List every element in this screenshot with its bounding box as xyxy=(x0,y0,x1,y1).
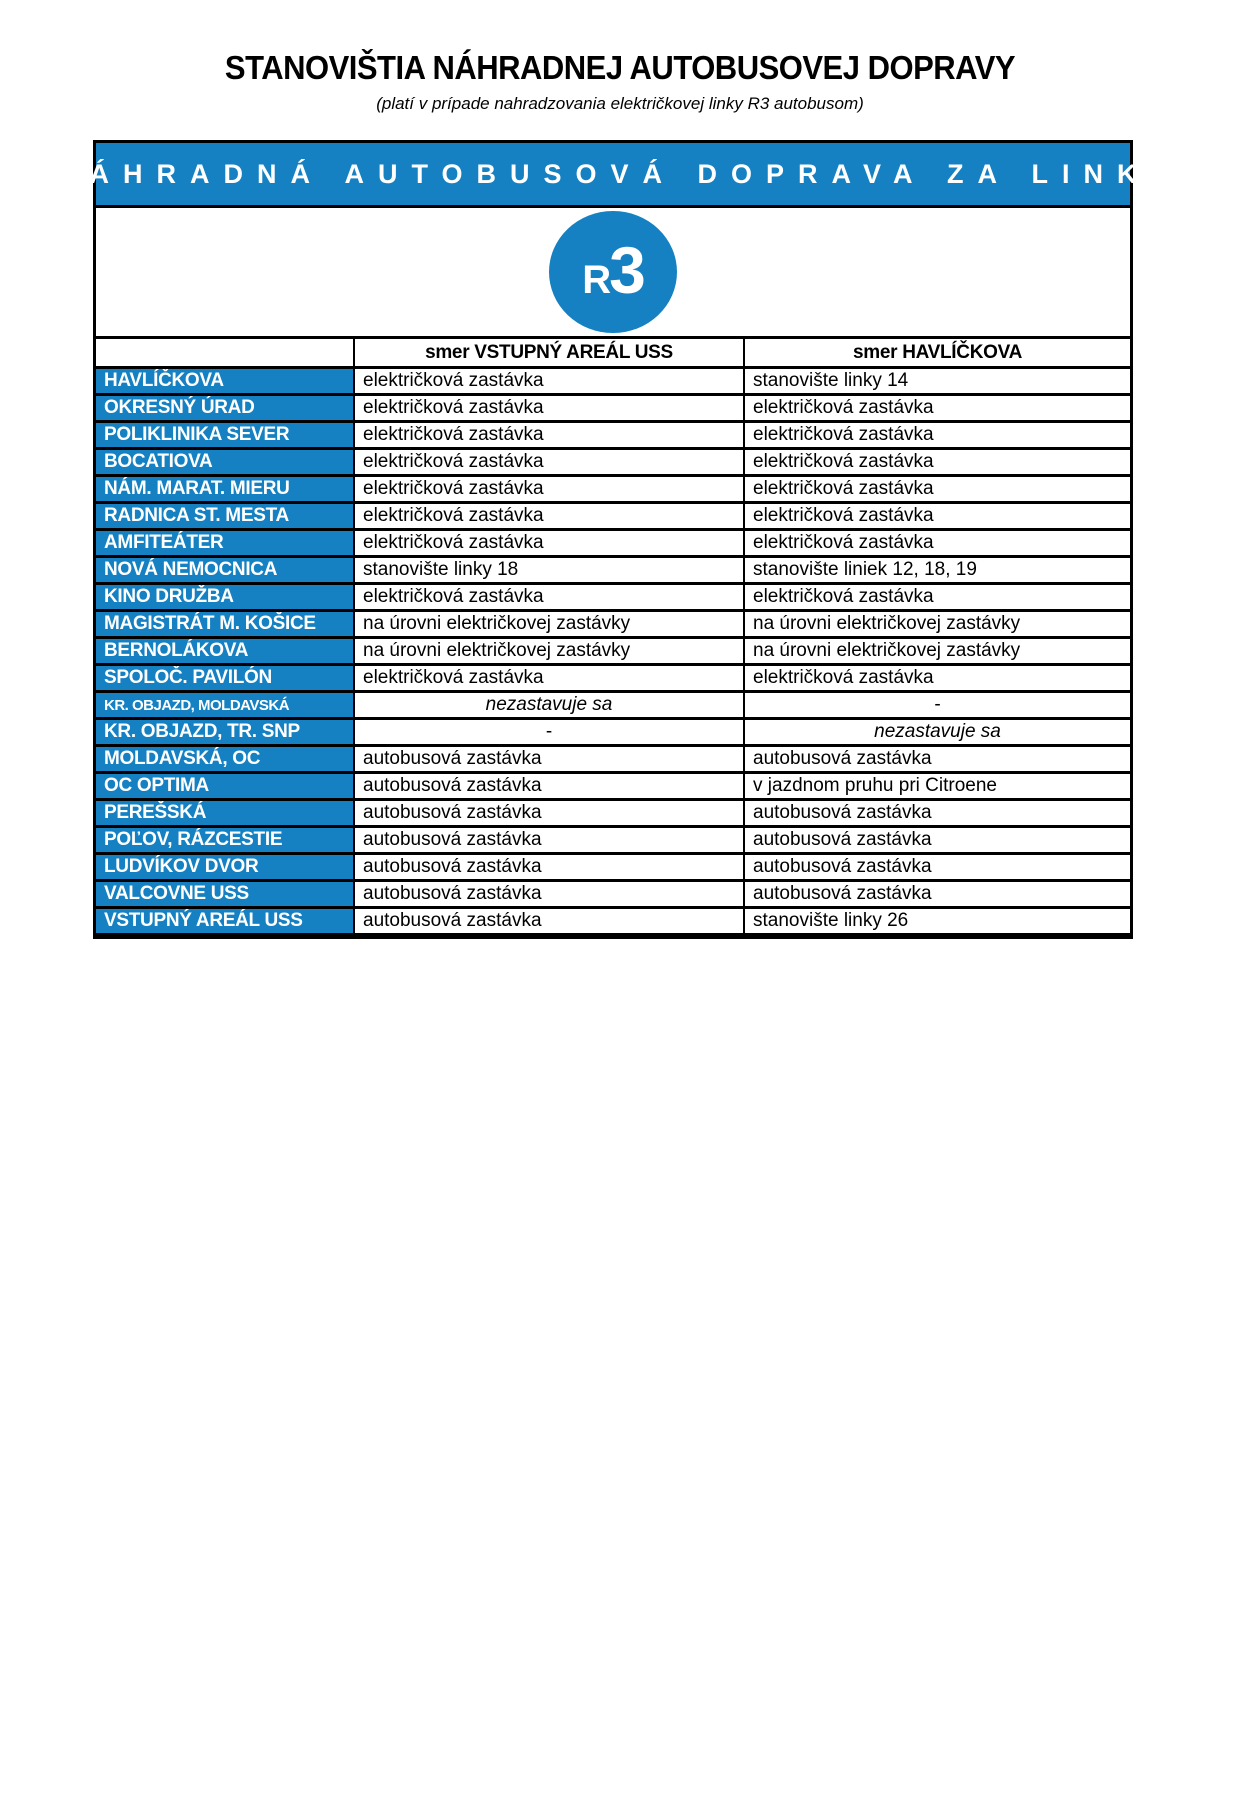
stop-name-cell: BERNOLÁKOVA xyxy=(96,638,354,665)
table-row xyxy=(96,908,1130,935)
stop-value-cell: autobusová zastávka xyxy=(744,854,1130,881)
stop-name-cell: POĽOV, RÁZCESTIE xyxy=(96,827,354,854)
table-row xyxy=(96,584,1130,611)
table-row xyxy=(96,827,1130,854)
stop-value-cell: stanovište linky 14 xyxy=(744,368,1130,395)
stop-value-cell: električková zastávka xyxy=(744,584,1130,611)
stop-value-cell: autobusová zastávka xyxy=(354,908,744,935)
badge-letter-r: R xyxy=(582,258,610,302)
table-row xyxy=(96,638,1130,665)
stop-value-cell: na úrovni električkovej zastávky xyxy=(354,611,744,638)
stop-value-cell: električková zastávka xyxy=(354,449,744,476)
badge-digit-3: 3 xyxy=(609,233,644,307)
table-row xyxy=(96,449,1130,476)
stop-name-cell: KR. OBJAZD, TR. SNP xyxy=(96,719,354,746)
stop-value-cell: električková zastávka xyxy=(744,503,1130,530)
table-row xyxy=(96,368,1130,395)
stop-value-cell: električková zastávka xyxy=(354,584,744,611)
table-row xyxy=(96,557,1130,584)
stop-value-cell: - xyxy=(744,692,1130,719)
stop-value-cell: na úrovni električkovej zastávky xyxy=(354,638,744,665)
stop-value-cell: električková zastávka xyxy=(354,530,744,557)
stop-value-cell: električková zastávka xyxy=(744,449,1130,476)
line-badge-text xyxy=(582,233,644,307)
table-row xyxy=(96,422,1130,449)
table-header-row xyxy=(96,338,1130,368)
stop-value-cell: stanovište liniek 12, 18, 19 xyxy=(744,557,1130,584)
stop-name-cell: POLIKLINIKA SEVER xyxy=(96,422,354,449)
stop-name-cell: OKRESNÝ ÚRAD xyxy=(96,395,354,422)
stop-value-cell: v jazdnom pruhu pri Citroene xyxy=(744,773,1130,800)
stop-value-cell: stanovište linky 18 xyxy=(354,557,744,584)
stop-value-cell: na úrovni električkovej zastávky xyxy=(744,611,1130,638)
stop-name-cell: NÁM. MARAT. MIERU xyxy=(96,476,354,503)
stop-value-cell: električková zastávka xyxy=(354,368,744,395)
table-row xyxy=(96,854,1130,881)
stop-value-cell: autobusová zastávka xyxy=(354,827,744,854)
stop-name-cell: SPOLOČ. PAVILÓN xyxy=(96,665,354,692)
stop-value-cell: autobusová zastávka xyxy=(744,746,1130,773)
stop-value-cell: autobusová zastávka xyxy=(354,854,744,881)
stop-value-cell: autobusová zastávka xyxy=(354,746,744,773)
stop-value-cell: električková zastávka xyxy=(354,395,744,422)
table-row xyxy=(96,611,1130,638)
header-cell-direction-1: smer VSTUPNÝ AREÁL USS xyxy=(354,338,744,368)
stop-name-cell: BOCATIOVA xyxy=(96,449,354,476)
stop-name-cell: OC OPTIMA xyxy=(96,773,354,800)
stop-value-cell: električková zastávka xyxy=(354,665,744,692)
stop-name-cell: LUDVÍKOV DVOR xyxy=(96,854,354,881)
stop-name-cell: KINO DRUŽBA xyxy=(96,584,354,611)
stop-value-cell: autobusová zastávka xyxy=(744,827,1130,854)
stop-value-cell: na úrovni električkovej zastávky xyxy=(744,638,1130,665)
stop-value-cell: autobusová zastávka xyxy=(354,881,744,908)
stops-table xyxy=(96,336,1130,936)
stop-value-cell: stanovište linky 26 xyxy=(744,908,1130,935)
table-row xyxy=(96,476,1130,503)
page-subtitle: (platí v prípade nahradzovania električkovej linky R3 autobusom) xyxy=(376,94,864,113)
line-logo-area xyxy=(96,208,1130,336)
stop-name-cell: PEREŠSKÁ xyxy=(96,800,354,827)
stop-value-cell: autobusová zastávka xyxy=(744,881,1130,908)
stop-value-cell: električková zastávka xyxy=(744,476,1130,503)
line-r3-badge-icon xyxy=(549,211,677,333)
page-title: STANOVIŠTIA NÁHRADNEJ AUTOBUSOVEJ DOPRAVY xyxy=(224,48,1016,87)
stop-value-cell: nezastavuje sa xyxy=(744,719,1130,746)
document-page xyxy=(0,50,1240,939)
stop-name-cell: VSTUPNÝ AREÁL USS xyxy=(96,908,354,935)
notice-board xyxy=(56,140,1184,939)
table-row xyxy=(96,719,1130,746)
stop-name-cell: MAGISTRÁT M. KOŠICE xyxy=(96,611,354,638)
table-row xyxy=(96,773,1130,800)
banner-label: NÁHRADNÁ AUTOBUSOVÁ DOPRAVA ZA LINKU xyxy=(56,158,1184,189)
stop-name-cell: MOLDAVSKÁ, OC xyxy=(96,746,354,773)
stop-value-cell: - xyxy=(354,719,744,746)
table-row xyxy=(96,692,1130,719)
banner xyxy=(56,143,1184,208)
stop-value-cell: električková zastávka xyxy=(354,476,744,503)
table-row xyxy=(96,503,1130,530)
header-cell-direction-2: smer HAVLÍČKOVA xyxy=(744,338,1130,368)
stop-name-cell: KR. OBJAZD, MOLDAVSKÁ xyxy=(96,692,354,719)
table-row xyxy=(96,746,1130,773)
stop-value-cell: nezastavuje sa xyxy=(354,692,744,719)
stop-value-cell: autobusová zastávka xyxy=(354,800,744,827)
stop-name-cell: NOVÁ NEMOCNICA xyxy=(96,557,354,584)
stop-value-cell: autobusová zastávka xyxy=(744,800,1130,827)
stop-name-cell: VALCOVNE USS xyxy=(96,881,354,908)
stop-value-cell: električková zastávka xyxy=(744,395,1130,422)
stop-name-cell: HAVLÍČKOVA xyxy=(96,368,354,395)
stop-value-cell: električková zastávka xyxy=(744,422,1130,449)
stop-value-cell: električková zastávka xyxy=(744,530,1130,557)
stop-name-cell: RADNICA ST. MESTA xyxy=(96,503,354,530)
table-row xyxy=(96,881,1130,908)
stop-value-cell: električková zastávka xyxy=(354,422,744,449)
stop-value-cell: autobusová zastávka xyxy=(354,773,744,800)
table-row xyxy=(96,800,1130,827)
stop-value-cell: električková zastávka xyxy=(354,503,744,530)
header-cell-empty xyxy=(96,338,354,368)
table-row xyxy=(96,395,1130,422)
stop-name-cell: AMFITEÁTER xyxy=(96,530,354,557)
table-row xyxy=(96,530,1130,557)
table-row xyxy=(96,665,1130,692)
stop-value-cell: električková zastávka xyxy=(744,665,1130,692)
